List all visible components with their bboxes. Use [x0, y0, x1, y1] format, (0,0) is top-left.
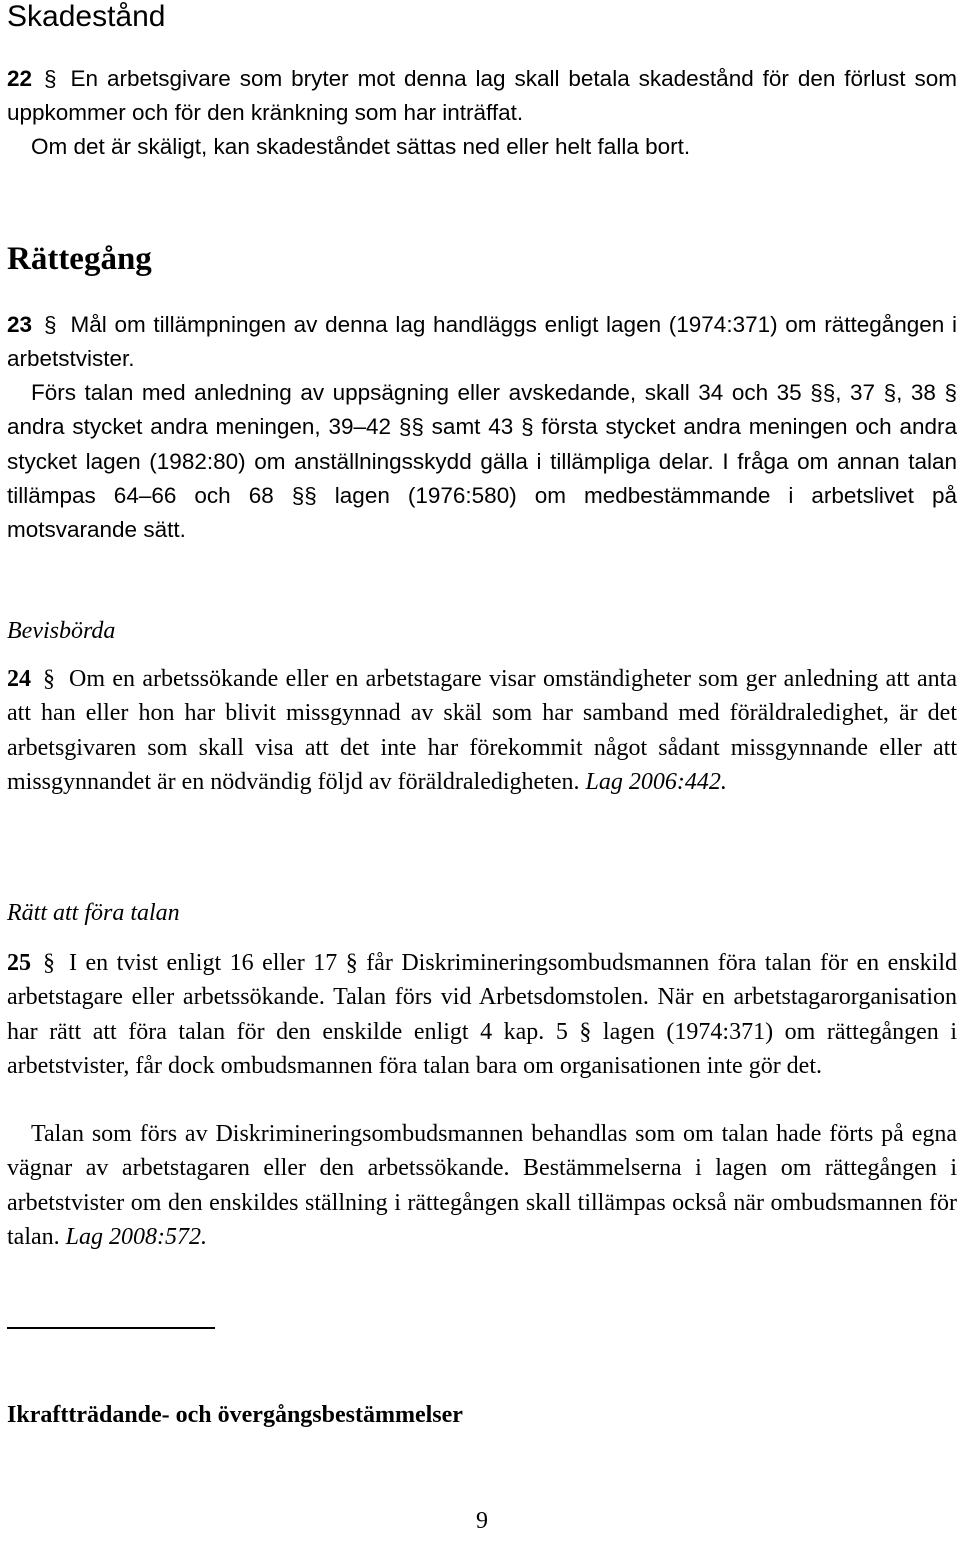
- heading-rattegang: Rättegång: [7, 241, 152, 277]
- section-25-paragraph-1: [7, 946, 957, 1083]
- section-23-paragraph-1: [7, 308, 957, 377]
- section-25-paragraph-2: [7, 1117, 957, 1254]
- section-number: 25: [7, 950, 31, 976]
- section-symbol: §: [43, 666, 55, 692]
- section-symbol: §: [44, 312, 57, 337]
- section-symbol: §: [44, 66, 57, 91]
- separator-rule: [7, 1327, 215, 1329]
- section-number: 22: [7, 66, 33, 91]
- section-23-text-2: Förs talan med anledning av uppsägning eller avskedande, skall 34 och 35 §§, 37 §, 38 § andra stycket andra meningen, 39–42 §§ samt 43 § första stycket andra meningen och andra stycket lagen (1982:80) om anställningsskydd gälla i tillämpliga delar. I fråga om annan talan tillämpas 64–66 och 68 §§ lagen (1976:580) om medbestämmande i arbetslivet på motsvarande sätt.: [7, 380, 957, 543]
- section-symbol: §: [43, 950, 55, 976]
- section-25-text-2: Talan som förs av Diskrimineringsombudsmannen behandlas som om talan hade förts på egna vägnar av arbetstagaren eller den arbetssökande. Bestämmelserna i lagen om rättegången i arbetstvister om den enskildes ställning i rättegången skall tillämpas också när ombudsmannen för talan.: [7, 1121, 957, 1250]
- section-22-text-1: En arbetsgivare som bryter mot denna lag skall betala skadestånd för den förlust som uppkommer och för den kränkning som har inträffat.: [7, 66, 957, 126]
- heading-skadestand: Skadestånd: [7, 0, 166, 33]
- section-23-text-1: Mål om tillämpningen av denna lag handläggs enligt lagen (1974:371) om rättegången i arbetstvister.: [7, 312, 957, 372]
- section-number: 24: [7, 666, 31, 692]
- section-22-paragraph-1: [7, 62, 957, 131]
- section-22-paragraph-2: [7, 130, 957, 164]
- section-24-paragraph-1: [7, 662, 957, 799]
- page-number: 9: [476, 1508, 488, 1534]
- heading-ratt-att-fora-talan: Rätt att föra talan: [7, 900, 180, 926]
- section-22-text-2: Om det är skäligt, kan skadeståndet sättas ned eller helt falla bort.: [31, 134, 691, 159]
- law-reference: Lag 2008:572.: [65, 1223, 207, 1250]
- section-23-paragraph-2: [7, 376, 957, 547]
- section-25-text-1: I en tvist enligt 16 eller 17 § får Diskrimineringsombudsmannen föra talan för en enskild arbetstagare eller arbetssökande. Talan förs vid Arbetsdomstolen. När en arbetstagarorganisation har rätt att föra talan för den enskilde enligt 4 kap. 5 § lagen (1974:371) om rättegången i arbetstvister, får dock ombudsmannen föra talan bara om organisationen inte gör det.: [7, 950, 957, 1079]
- section-number: 23: [7, 312, 33, 337]
- section-24-text-1: Om en arbetssökande eller en arbetstagare visar omständigheter som ger anledning att anta att han eller hon har blivit missgynnad av skäl som har samband med föräldraledighet, är det arbetsgivaren som skall visa att det inte har förekommit något sådant missgynnande eller att missgynnandet är en nödvändig följd av föräldraledigheten.: [7, 666, 957, 795]
- heading-ikrafttradande: Ikraftträdande- och övergångsbestämmelser: [7, 1402, 463, 1428]
- heading-bevisborda: Bevisbörda: [7, 618, 116, 644]
- law-reference: Lag 2006:442.: [585, 768, 727, 795]
